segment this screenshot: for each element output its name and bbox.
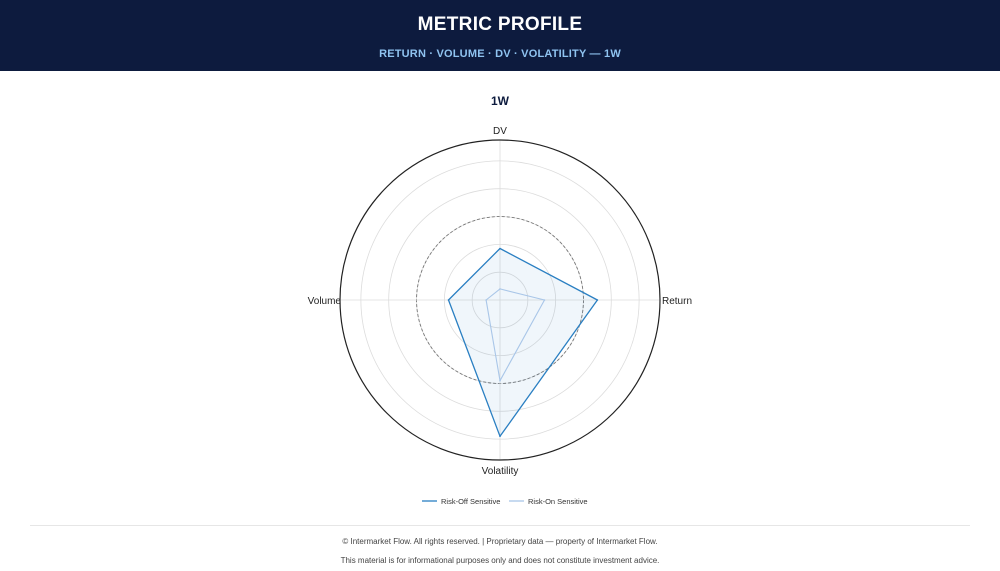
header-banner [0,0,1000,71]
axis-label-volume: Volume [307,296,341,307]
page-title: METRIC PROFILE [417,14,583,35]
footer-divider [30,525,970,526]
axis-label-return: Return [662,296,693,307]
legend-label-1: Risk-On Sensitive [528,497,588,506]
page-subtitle: RETURN · VOLUME · DV · VOLATILITY — 1W [379,48,621,60]
series-1-point-volatility [499,380,501,382]
series-0-point-dv [499,248,501,250]
series-1-point-return [544,299,546,301]
series-1-point-dv [499,288,501,290]
axis-label-volatility: Volatility [481,466,519,477]
series-polygon-0 [449,249,598,437]
footer-copyright: © Intermarket Flow. All rights reserved. | Proprietary data — property of Intermarket Flow. [342,537,658,546]
legend-label-0: Risk-Off Sensitive [441,497,501,506]
footer-disclaimer: This material is for informational purposes only and does not constitute investment advice. [340,556,660,565]
axis-label-dv: DV [493,126,507,137]
radar-chart [0,71,1000,521]
chart-title: 1W [491,94,509,108]
series-0-point-return [597,299,599,301]
series-0-point-volume [448,299,450,301]
series-1-point-volume [485,299,487,301]
series-0-point-volatility [499,436,501,438]
